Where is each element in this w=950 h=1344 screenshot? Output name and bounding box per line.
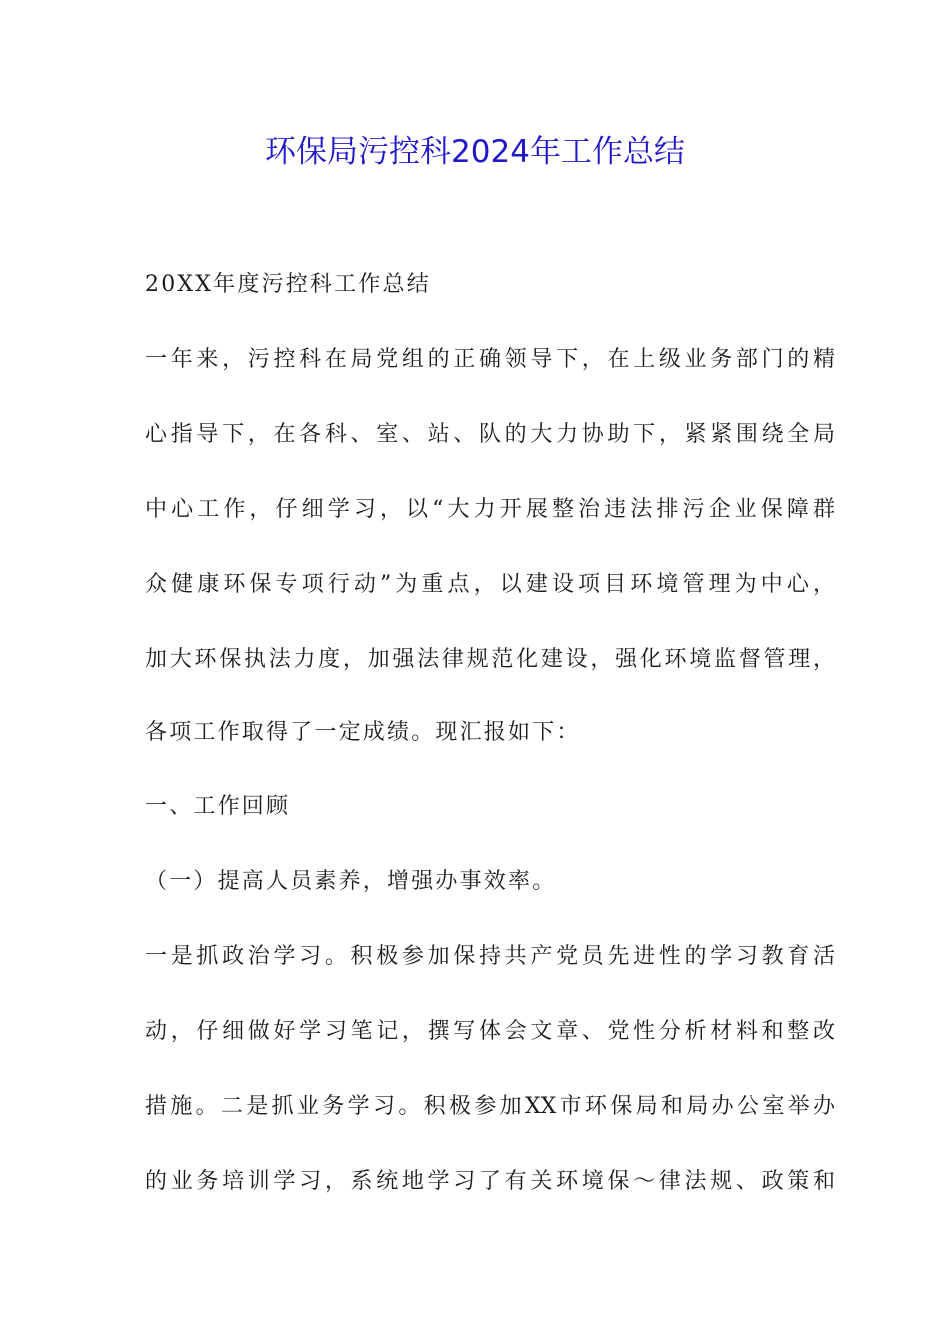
section-heading: 20XX年度污控科工作总结 <box>145 272 431 297</box>
subsection-heading: （一）提高人员素养，增强办事效率。 <box>145 869 557 894</box>
paragraph-line: 措施。二是抓业务学习。积极参加XX市环保局和局办公室举办 <box>145 1094 835 1119</box>
paragraph-line: 众健康环保专项行动”为重点，以建设项目环境管理为中心， <box>145 572 835 597</box>
document-title: 环保局污控科2024年工作总结 <box>265 134 685 170</box>
section-heading: 一、工作回顾 <box>145 794 291 819</box>
paragraph-line: 一是抓政治学习。积极参加保持共产党员先进性的学习教育活 <box>145 944 835 969</box>
paragraph-line: 一年来，污控科在局党组的正确领导下，在上级业务部门的精 <box>145 347 835 372</box>
paragraph-line: 的业务培训学习，系统地学习了有关环境保～律法规、政策和 <box>145 1169 835 1194</box>
paragraph-line: 各项工作取得了一定成绩。现汇报如下： <box>145 720 581 745</box>
paragraph-line: 动，仔细做好学习笔记，撰写体会文章、党性分析材料和整改 <box>145 1019 835 1044</box>
paragraph-line: 加大环保执法力度，加强法律规范化建设，强化环境监督管理， <box>145 647 835 672</box>
paragraph-line: 中心工作，仔细学习，以“大力开展整治违法排污企业保障群 <box>145 497 835 522</box>
paragraph-line: 心指导下，在各科、室、站、队的大力协助下，紧紧围绕全局 <box>145 422 835 447</box>
